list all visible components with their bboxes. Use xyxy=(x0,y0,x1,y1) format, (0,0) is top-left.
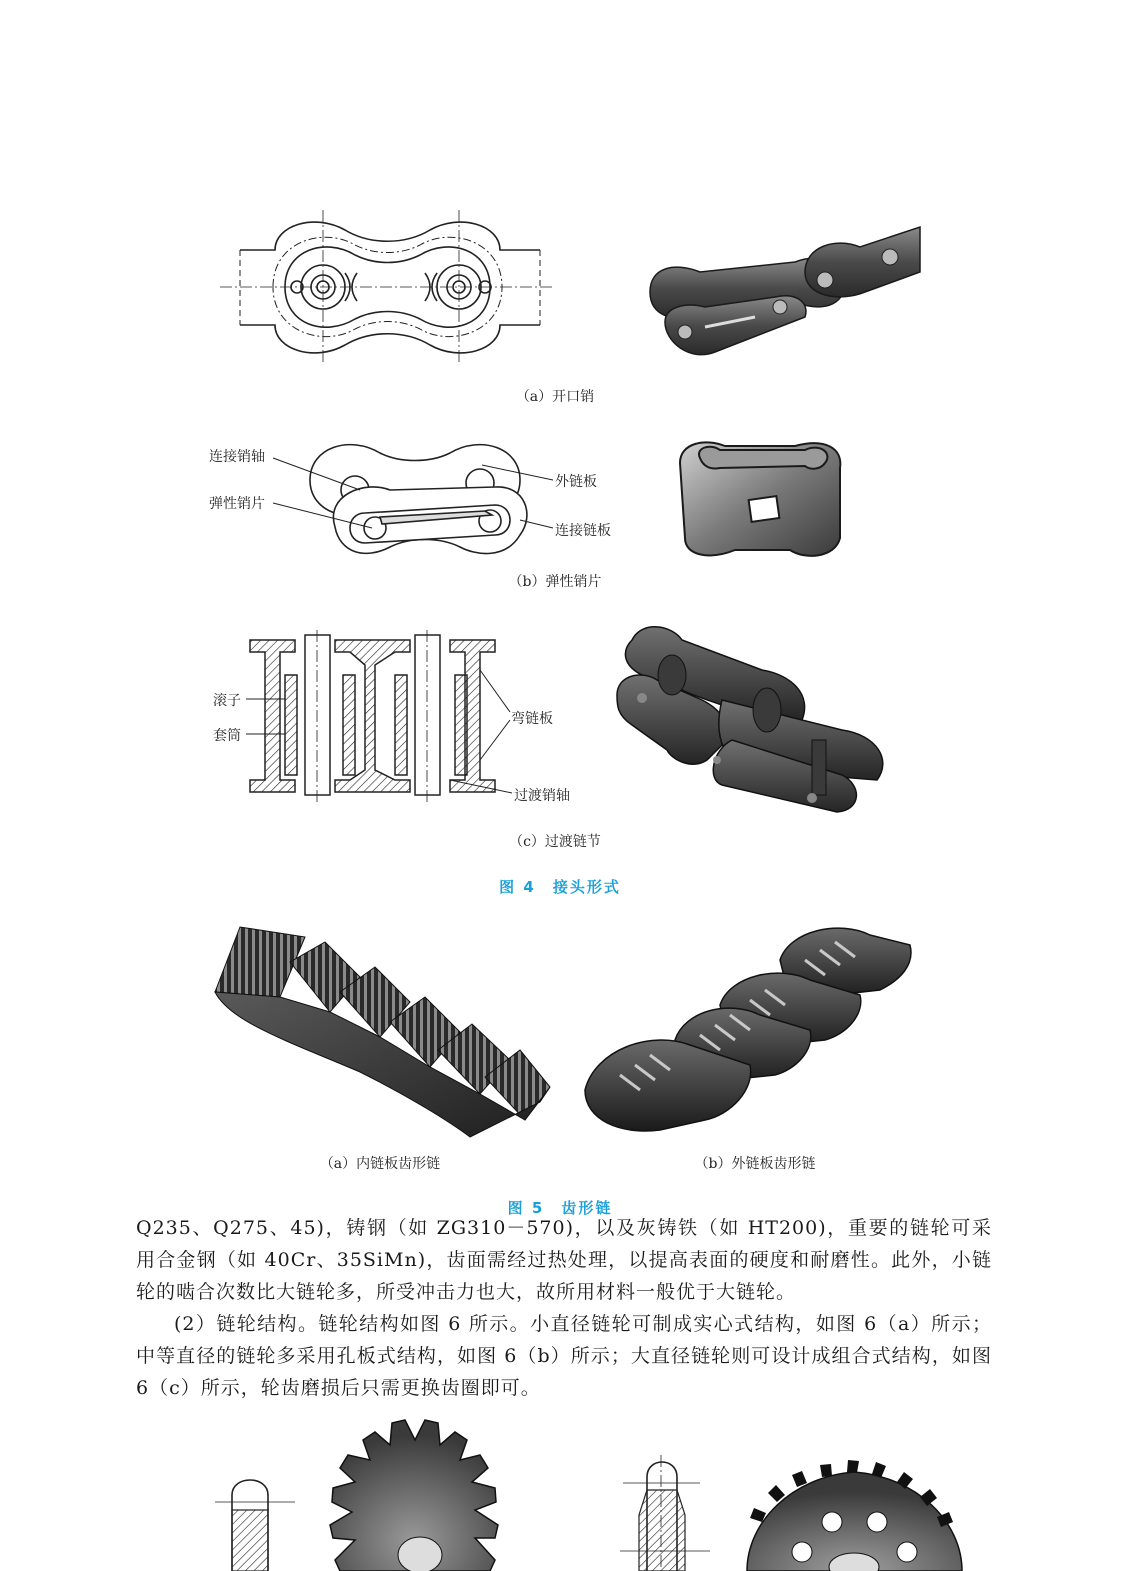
label-transition-pin: 过渡销轴 xyxy=(514,788,570,804)
web-sprocket-photo xyxy=(742,1462,967,1571)
fig5-title: 图 5 齿形链 xyxy=(507,1199,613,1217)
label-outer-plate: 外链板 xyxy=(555,474,597,490)
paragraph-materials: Q235、Q275、45)，铸钢（如 ZG310－570)，以及灰铸铁（如 HT200)，重要的链轮可采用合金钢（如 40Cr、35SiMn)，齿面需经过热处理，以提高表面的硬度和耐磨性。此外，小链轮的啮合次数比大链轮多，所受冲击力也大，故所用材料一般优于大链轮。 xyxy=(136,1217,992,1303)
solid-sprocket-photo xyxy=(330,1420,500,1571)
transition-link-photo xyxy=(612,620,892,815)
fig4-title: 图 4 接头形式 xyxy=(499,878,621,896)
fig4c-caption: （c）过渡链节 xyxy=(509,834,601,850)
fig4b-caption: （b）弹性销片 xyxy=(508,574,602,590)
paragraph-sprocket-structure: (2）链轮结构。链轮结构如图 6 所示。小直径链轮可制成实心式结构，如图 6（a）所示；中等直径的链轮多采用孔板式结构，如图 6（b）所示；大直径链轮则可设计成组合式结构，如图 6（c）所示，轮齿磨损后只需更换齿圈即可。 xyxy=(136,1313,992,1399)
body-text xyxy=(136,1212,992,1404)
fig5b-caption: （b）外链板齿形链 xyxy=(694,1156,816,1172)
fig4a-caption: （a）开口销 xyxy=(515,389,595,405)
solid-sprocket-section-drawing xyxy=(210,1470,300,1571)
label-connecting-plate: 连接链板 xyxy=(555,523,611,539)
label-roller: 滚子 xyxy=(213,693,241,709)
label-bent-plate: 弯链板 xyxy=(511,711,553,727)
label-spring-clip: 弹性销片 xyxy=(209,496,265,512)
inner-plate-toothed-chain-photo xyxy=(210,922,555,1142)
label-pin-shaft: 连接销轴 xyxy=(209,449,265,465)
web-sprocket-section-drawing xyxy=(615,1455,715,1571)
fig5a-caption: （a）内链板齿形链 xyxy=(319,1156,441,1172)
label-sleeve: 套筒 xyxy=(213,728,241,744)
outer-plate-toothed-chain-photo xyxy=(580,920,915,1140)
